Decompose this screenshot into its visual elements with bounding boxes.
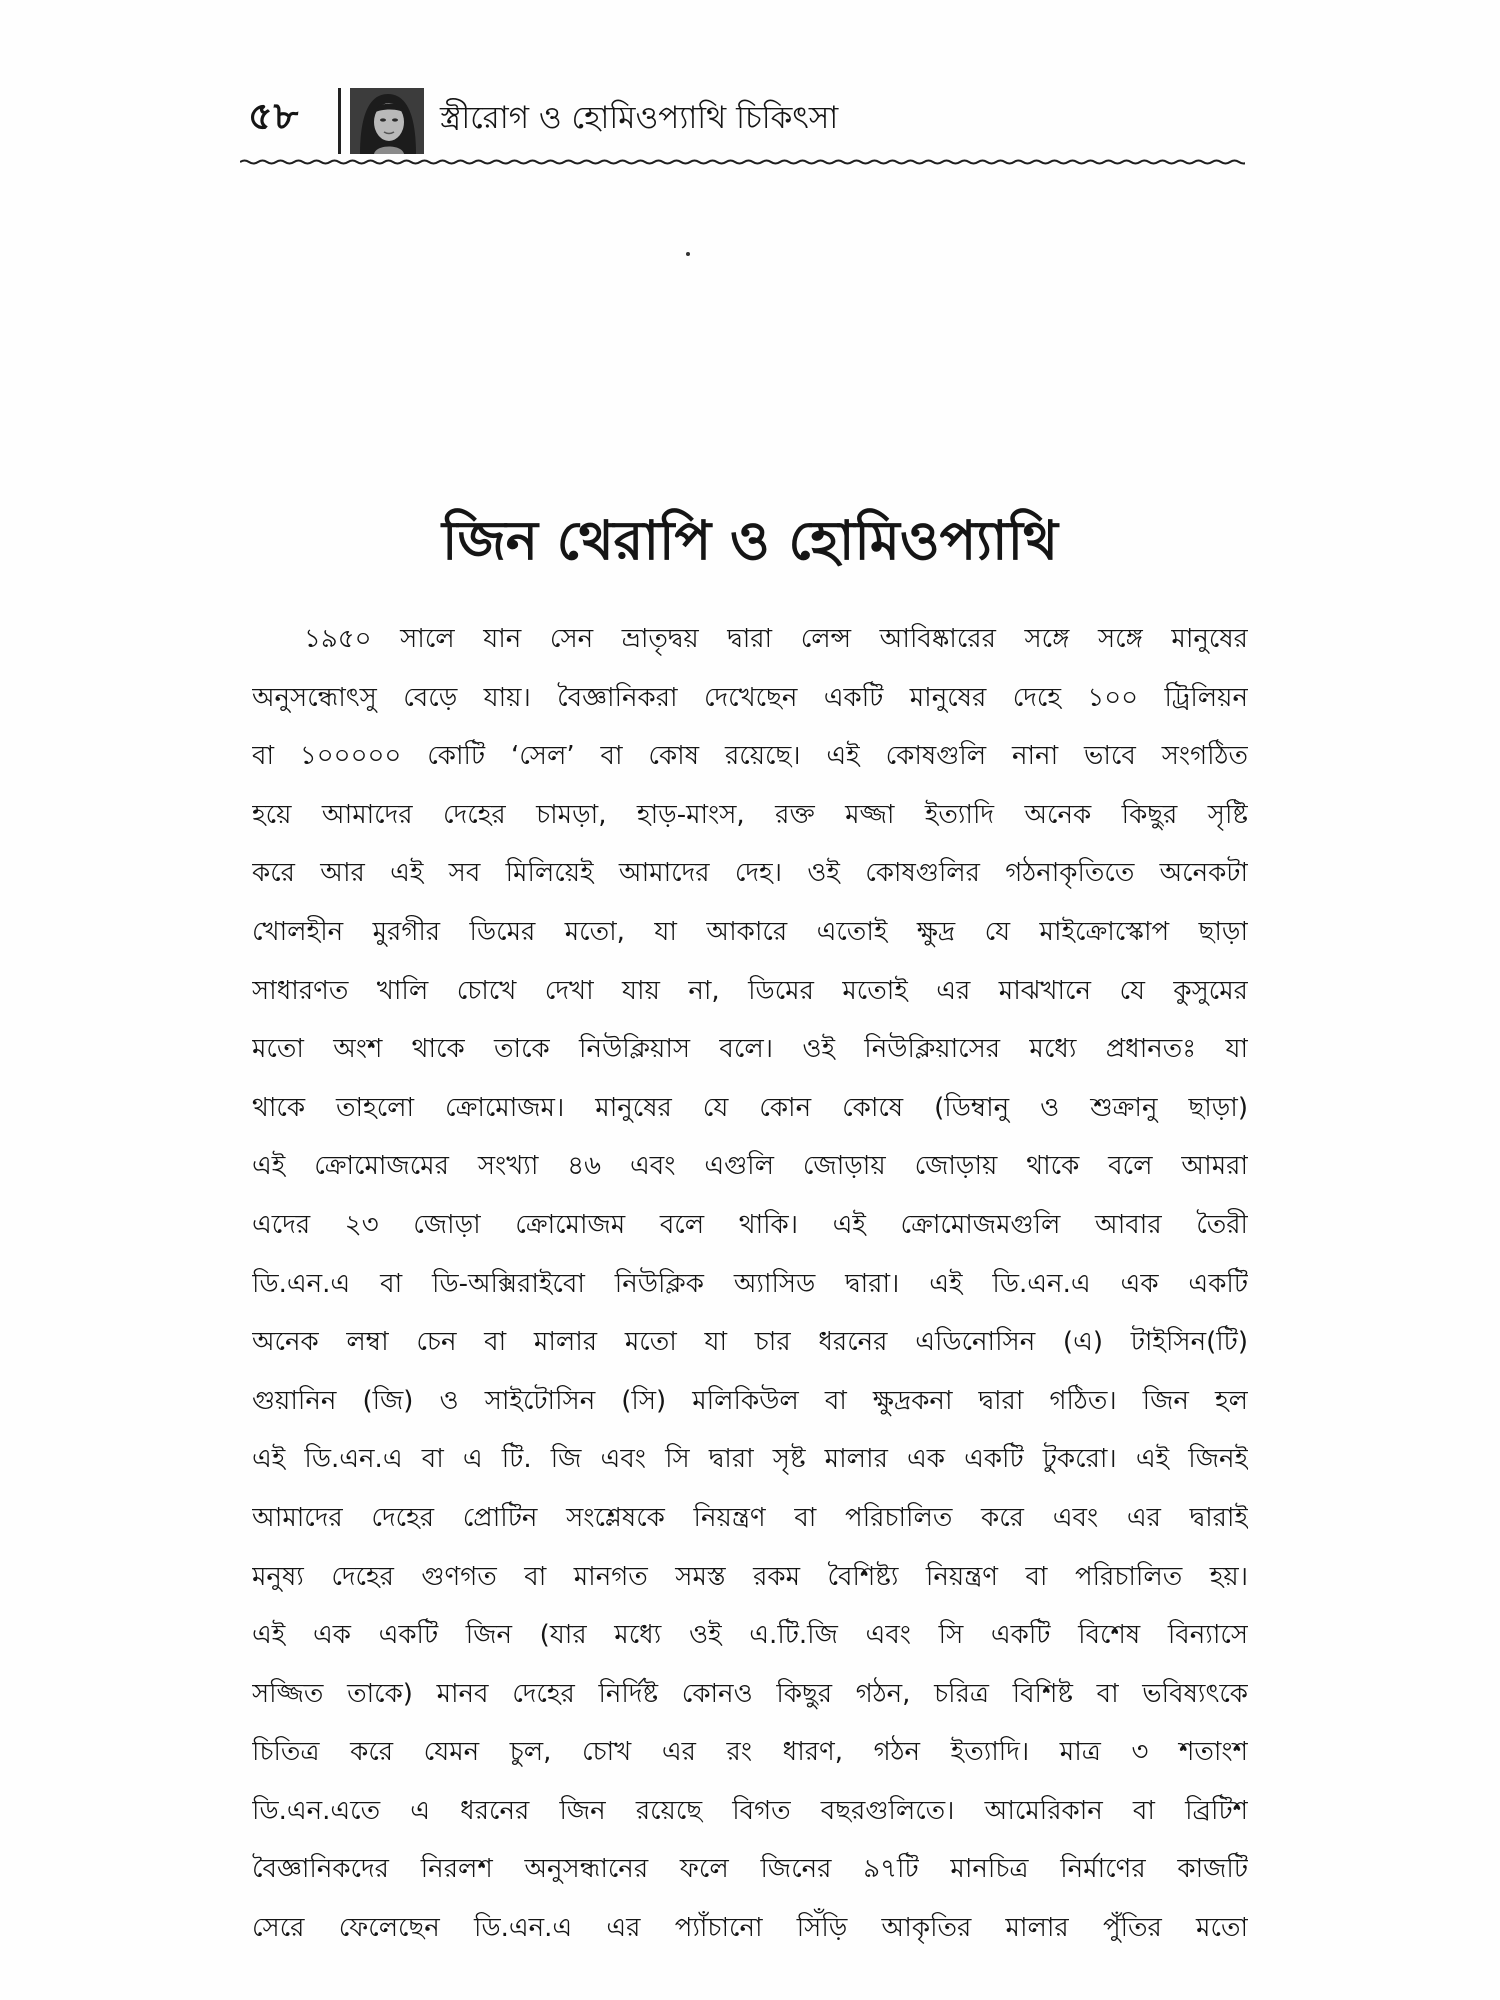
text-line: সজ্জিত তাকে) মানব দেহের নির্দিষ্ট কোনও কিছুর গঠন, চরিত্র বিশিষ্ট বা ভবিষ্যৎকে bbox=[252, 1678, 1248, 1709]
chapter-title: জিন থেরাপি ও হোমিওপ্যাথি bbox=[442, 509, 1058, 572]
text-line: গুয়ানিন (জি) ও সাইটোসিন (সি) মলিকিউল বা ক্ষুদ্রকনা দ্বারা গঠিত। জিন হল bbox=[252, 1385, 1248, 1416]
text-line: এদের ২৩ জোড়া ক্রোমোজম বলে থাকি। এই ক্রোমোজমগুলি আবার তৈরী bbox=[252, 1209, 1248, 1240]
text-line: মনুষ্য দেহের গুণগত বা মানগত সমস্ত রকম বৈশিষ্ট্য নিয়ন্ত্রণ বা পরিচালিত হয়। bbox=[252, 1561, 1248, 1592]
ink-speck bbox=[686, 252, 690, 256]
text-line: ডি.এন.এতে এ ধরনের জিন রয়েছে বিগত বছরগুলিতে। আমেরিকান বা ব্রিটিশ bbox=[252, 1795, 1248, 1826]
text-line: এই এক একটি জিন (যার মধ্যে ওই এ.টি.জি এবং সি একটি বিশেষ বিন্যাসে bbox=[252, 1620, 1248, 1651]
text-line: অনেক লম্বা চেন বা মালার মতো যা চার ধরনের এডিনোসিন (এ) টাইসিন(টি) bbox=[252, 1327, 1248, 1358]
text-line: সাধারণত খালি চোখে দেখা যায় না, ডিমের মতোই এর মাঝখানে যে কুসুমের bbox=[252, 975, 1248, 1006]
body-paragraph bbox=[252, 610, 1248, 1958]
text-line: চিতিত্র করে যেমন চুল, চোখ এর রং ধারণ, গঠন ইত্যাদি। মাত্র ৩ শতাংশ bbox=[252, 1737, 1248, 1768]
text-line: থাকে তাহলো ক্রোমোজম। মানুষের যে কোন কোষে (ডিম্বানু ও শুক্রানু ছাড়া) bbox=[252, 1092, 1248, 1123]
text-line: খোলহীন মুরগীর ডিমের মতো, যা আকারে এতোই ক্ষুদ্র যে মাইক্রোস্কোপ ছাড়া bbox=[252, 916, 1248, 947]
book-title: স্ত্রীরোগ ও হোমিওপ্যাথি চিকিৎসা bbox=[440, 100, 839, 136]
text-line: সেরে ফেলেছেন ডি.এন.এ এর প্যাঁচানো সিঁড়ি আকৃতির মালার পুঁতির মতো bbox=[252, 1913, 1248, 1944]
woman-portrait-icon bbox=[350, 88, 424, 154]
header-wavy-rule bbox=[240, 156, 1245, 168]
header-separator bbox=[338, 88, 341, 154]
page-number: ৫৮ bbox=[248, 94, 300, 138]
text-line: এই ডি.এন.এ বা এ টি. জি এবং সি দ্বারা সৃষ্ট মালার এক একটি টুকরো। এই জিনই bbox=[252, 1444, 1248, 1475]
text-line: ডি.এন.এ বা ডি-অক্সিরাইবো নিউক্লিক অ্যাসিড দ্বারা। এই ডি.এন.এ এক একটি bbox=[252, 1268, 1248, 1299]
text-line: বা ১০০০০০ কোটি ‘সেল’ বা কোষ রয়েছে। এই কোষগুলি নানা ভাবে সংগঠিত bbox=[252, 741, 1248, 772]
text-line: এই ক্রোমোজমের সংখ্যা ৪৬ এবং এগুলি জোড়ায় জোড়ায় থাকে বলে আমরা bbox=[252, 1151, 1248, 1182]
text-line: অনুসন্ধোৎসু বেড়ে যায়। বৈজ্ঞানিকরা দেখেছেন একটি মানুষের দেহে ১০০ ট্রিলিয়ন bbox=[252, 682, 1248, 713]
text-line: ১৯৫০ সালে যান সেন ভ্রাতৃদ্বয় দ্বারা লেন্স আবিষ্কারের সঙ্গে সঙ্গে মানুষের bbox=[304, 624, 1248, 654]
text-line: আমাদের দেহের প্রোটিন সংশ্লেষকে নিয়ন্ত্রণ বা পরিচালিত করে এবং এর দ্বারাই bbox=[252, 1502, 1248, 1533]
text-line: হয়ে আমাদের দেহের চামড়া, হাড়-মাংস, রক্ত মজ্জা ইত্যাদি অনেক কিছুর সৃষ্টি bbox=[252, 799, 1248, 830]
text-line: বৈজ্ঞানিকদের নিরলশ অনুসন্ধানের ফলে জিনের ৯৭টি মানচিত্র নির্মাণের কাজটি bbox=[252, 1854, 1248, 1885]
text-line: মতো অংশ থাকে তাকে নিউক্লিয়াস বলে। ওই নিউক্লিয়াসের মধ্যে প্রধানতঃ যা bbox=[252, 1034, 1248, 1065]
text-line: করে আর এই সব মিলিয়েই আমাদের দেহ। ওই কোষগুলির গঠনাকৃতিতে অনেকটা bbox=[252, 858, 1248, 889]
running-header bbox=[240, 88, 1245, 163]
